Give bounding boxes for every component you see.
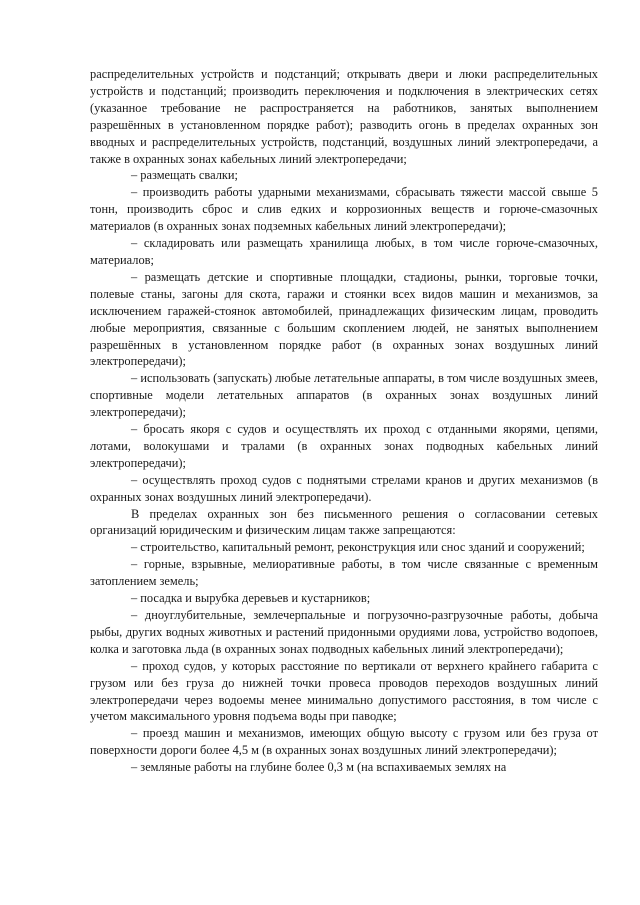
paragraph-5: – размещать детские и спортивные площадки, стадионы, рынки, торговые точки, полевые станы, загоны для скота, гаражи и стоянки всех видов машин и механизмов, за исключением гаражей-стоянок автомобилей, принадлежащих физическим лицам, проводить любые мероприятия, связанные с большим скоплением людей, не занятых выполнением разрешённых в установленном порядке работ (в охранных зонах воздушных линий электропередачи);	[90, 269, 598, 369]
paragraph-6: – использовать (запускать) любые летательные аппараты, в том числе воздушных змеев, спортивные модели летательных аппаратов (в охранных зонах воздушных линий электропередачи);	[90, 371, 598, 420]
paragraph-16: – земляные работы на глубине более 0,3 м (на вспахиваемых землях на	[131, 760, 507, 775]
paragraph-7: – бросать якоря с судов и осуществлять их проход с отданными якорями, цепями, лотами, волокушами и тралами (в охранных зонах подводных кабельных линий электропередачи);	[90, 422, 598, 470]
paragraph-9: В пределах охранных зон без письменного решения о согласовании сетевых организаций юридическим и физическим лицам также запрещаются:	[90, 506, 598, 538]
paragraph-12: – посадка и вырубка деревьев и кустарников;	[131, 591, 371, 606]
paragraph-4: – складировать или размещать хранилища любых, в том числе горюче-смазочных, материалов;	[90, 236, 598, 267]
paragraph-10: – строительство, капитальный ремонт, реконструкция или снос зданий и сооружений;	[131, 540, 585, 555]
paragraph-13: – дноуглубительные, землечерпальные и погрузочно-разгрузочные работы, добыча рыбы, других водных животных и растений придонными орудиями лова, устройство водопоев, колка и заготовка льда (в охранных зонах подводных кабельных линий электропередачи);	[90, 608, 598, 656]
paragraph-15: – проезд машин и механизмов, имеющих общую высоту с грузом или без груза от поверхности дороги более 4,5 м (в охранных зонах воздушных линий электропередачи);	[90, 726, 598, 758]
paragraph-2: – размещать свалки;	[131, 168, 239, 183]
document-body-text	[90, 66, 598, 776]
paragraph-3: – производить работы ударными механизмами, сбрасывать тяжести массой свыше 5 тонн, производить сброс и слив едких и коррозионных веществ и горюче-смазочных материалов (в охранных зонах подземных кабельных линий электропередачи);	[90, 185, 598, 234]
paragraph-14: – проход судов, у которых расстояние по вертикали от верхнего крайнего габарита с грузом или без груза до нижней точки провеса проводов переходов воздушных линий электропередачи через водоемы менее минимально допустимого расстояния, в том числе с учетом максимального уровня подъема воды при паводке;	[90, 658, 598, 724]
paragraph-8: – осуществлять проход судов с поднятыми стрелами кранов и других механизмов (в охранных зонах воздушных линий электропередачи).	[90, 472, 598, 504]
paragraph-1: распределительных устройств и подстанций; открывать двери и люки распределительных устройств и подстанций; производить переключения и подключения в электрических сетях (указанное требование не распространяется на работников, занятых выполнением разрешённых в установленном порядке работ); разводить огонь в пределах охранных зон вводных и распределительных устройств, подстанций, воздушных линий электропередачи, а также в охранных зонах кабельных линий электропередачи;	[90, 67, 598, 166]
paragraph-11: – горные, взрывные, мелиоративные работы, в том числе связанные с временным затоплением земель;	[90, 557, 598, 589]
